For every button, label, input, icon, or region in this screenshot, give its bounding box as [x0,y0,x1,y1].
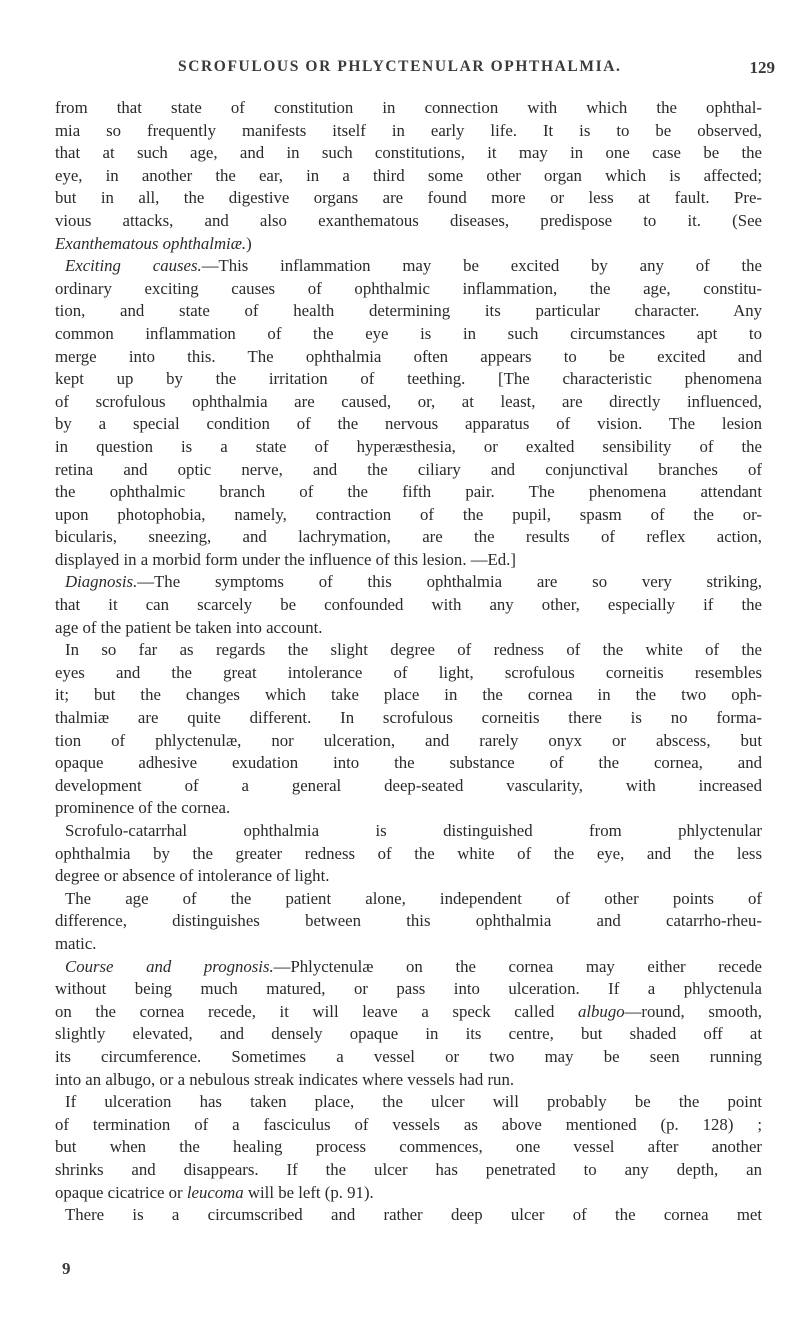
text-line [55,684,762,707]
text-line [55,639,762,662]
text-run: by a special condition of the nervous apparatus of vision. The lesion [55,414,762,434]
body-text [55,97,762,1227]
text-run: —The symptoms of this ophthalmia are so very striking, [137,572,762,592]
text-run: matic. [55,933,97,953]
text-run: of termination of a fasciculus of vessels as above mentioned (p. 128) ; [55,1114,762,1134]
text-line [55,391,762,414]
text-line [55,843,762,866]
text-line [55,255,762,278]
text-run: kept up by the irritation of teething. [The characteristic phenomena [55,369,762,389]
text-line [55,1204,762,1227]
text-run: the ophthalmic branch of the fifth pair. The phenomena attendant [55,482,762,502]
italic-run: Diagnosis. [65,572,138,592]
text-run: its circumference. Sometimes a vessel or two may be seen running [55,1046,762,1066]
text-run: merge into this. The ophthalmia often appears to be excited and [55,346,762,366]
text-run: —Phlyctenulæ on the cornea may either recede [273,956,762,976]
italic-run: Exciting causes. [65,256,202,276]
text-line [55,300,762,323]
text-line [55,1023,762,1046]
text-run: into an albugo, or a nebulous streak indicates where vessels had run. [55,1069,515,1089]
text-run: in question is a state of hyperæsthesia, or exalted sensibility of the [55,436,762,456]
text-run: In so far as regards the slight degree of redness of the white of the [65,640,762,660]
text-run: If ulceration has taken place, the ulcer will probably be the point [65,1092,762,1112]
text-line [55,413,762,436]
italic-run: leucoma [186,1182,244,1202]
signature-mark: 9 [62,1259,71,1278]
text-run: will be left (p. 91). [243,1182,374,1202]
text-run: ophthalmia by the greater redness of the white of the eye, and the less [55,843,762,863]
text-line [55,571,762,594]
text-run: without being much matured, or pass into ulceration. If a phlyctenula [55,979,762,999]
italic-run: Exanthematous ophthalmiæ. [55,233,247,253]
text-run: There is a circumscribed and rather deep ulcer of the cornea met [65,1205,762,1225]
text-line [55,1001,762,1024]
text-line [55,549,762,572]
page-number: 129 [749,58,775,77]
text-line [55,752,762,775]
text-run: but in all, the digestive organs are found more or less at fault. Pre- [55,188,762,208]
text-line [55,707,762,730]
text-run: age of the patient be taken into account. [55,617,323,637]
text-line [55,187,762,210]
text-run: of scrofulous ophthalmia are caused, or, at least, are directly influenced, [55,391,762,411]
text-run: Scrofulo-catarrhal ophthalmia is distinguished from phlyctenular [65,821,762,840]
text-run: shrinks and disappears. If the ulcer has penetrated to any depth, an [55,1159,762,1179]
text-run: degree or absence of intolerance of light. [55,866,330,886]
text-line [55,97,762,120]
text-line [55,820,762,843]
text-line [55,978,762,1001]
text-run: mia so frequently manifests itself in early life. It is to be observed, [55,120,762,140]
text-line [55,165,762,188]
text-line [55,1114,762,1137]
text-line [55,594,762,617]
text-run: displayed in a morbid form under the influence of this lesion. —Ed.] [55,549,516,569]
text-line [55,910,762,933]
text-line [55,865,762,888]
text-run: slightly elevated, and densely opaque in its centre, but shaded off at [55,1024,762,1044]
text-run: thalmiæ are quite different. In scrofulous corneitis there is no forma- [55,708,762,728]
text-run: retina and optic nerve, and the ciliary and conjunctival branches of [55,459,762,479]
text-line [55,120,762,143]
text-run: from that state of constitution in connection with which the ophthal- [55,98,762,117]
text-line [55,888,762,911]
text-line [55,617,762,640]
text-line [55,1182,762,1205]
text-run: difference, distinguishes between this ophthalmia and catarrho-rheu- [55,911,762,931]
text-line [55,210,762,233]
text-run: prominence of the cornea. [55,798,231,818]
text-run: opaque adhesive exudation into the substance of the cornea, and [55,753,762,773]
text-run: on the cornea recede, it will leave a speck called [55,1001,578,1021]
text-line [55,662,762,685]
text-line [55,459,762,482]
text-run: eyes and the great intolerance of light, scrofulous corneitis resembles [55,662,762,682]
page-header [0,50,800,80]
text-line [55,956,762,979]
text-line [55,346,762,369]
text-run: —This inflammation may be excited by any of the [201,256,763,276]
text-run: tion of phlyctenulæ, nor ulceration, and rarely onyx or abscess, but [55,730,762,750]
text-run: bicularis, sneezing, and lachrymation, are the results of reflex action, [55,527,762,547]
text-run: that at such age, and in such constitutions, it may in one case be the [55,143,762,163]
text-line [55,481,762,504]
text-run: The age of the patient alone, independent of other points of [65,888,762,908]
text-run: it; but the changes which take place in the cornea in the two oph- [55,685,762,705]
text-run: but when the healing process commences, one vessel after another [55,1137,762,1157]
running-head: SCROFULOUS OR PHLYCTENULAR OPHTHALMIA. [178,58,622,75]
text-run: tion, and state of health determining its particular character. Any [55,301,762,321]
text-line [55,278,762,301]
text-line [55,323,762,346]
text-run: vious attacks, and also exanthematous diseases, predispose to it. (See [55,210,762,230]
text-line [55,1069,762,1092]
text-line [55,1091,762,1114]
text-run: —round, smooth, [624,1001,762,1021]
text-line [55,504,762,527]
text-line [55,775,762,798]
text-line [55,368,762,391]
text-line [55,436,762,459]
text-run: eye, in another the ear, in a third some other organ which is affected; [55,165,762,185]
text-run: upon photophobia, namely, contraction of the pupil, spasm of the or- [55,504,762,524]
text-run: opaque cicatrice or [55,1182,187,1202]
text-run: ordinary exciting causes of ophthalmic inflammation, the age, constitu- [55,278,762,298]
text-line [55,1159,762,1182]
text-line [55,1136,762,1159]
text-line [55,797,762,820]
italic-run: albugo [577,1001,625,1021]
text-line [55,1046,762,1069]
text-line [55,526,762,549]
text-run: development of a general deep-seated vascularity, with increased [55,775,762,795]
text-run: common inflammation of the eye is in such circumstances apt to [55,323,762,343]
text-line [55,142,762,165]
text-run: that it can scarcely be confounded with any other, especially if the [55,595,762,615]
italic-run: Course and prognosis. [65,956,274,976]
text-line [55,730,762,753]
text-run: ) [246,233,252,253]
text-line [55,933,762,956]
text-line [55,233,762,256]
